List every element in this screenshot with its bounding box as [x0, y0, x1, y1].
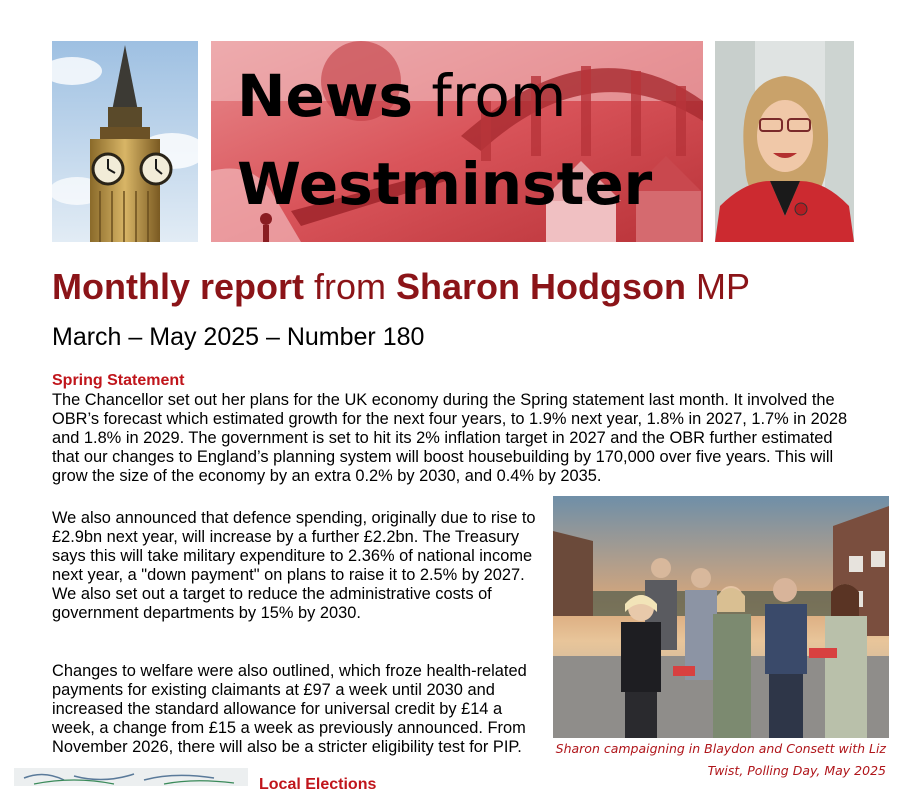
- report-title-name: Sharon Hodgson: [396, 266, 686, 307]
- spring-statement-paragraph-3: Changes to welfare were also outlined, which froze health-related payments for existing claimants at £97 a week until 2030 and increased the standard allowance for universal credit by £14 a week, a change from £15 a week as previously announced. From November 2026, there will also be a stricter eligibility test for PIP.: [52, 662, 527, 756]
- local-elections-heading: Local Elections: [259, 776, 377, 793]
- masthead-title-news: News: [237, 62, 413, 130]
- spring-statement-paragraph-1: The Chancellor set out her plans for the UK economy during the Spring statement last month. It involved the OBR’s forecast which estimated growth for the next four years, to 1.9% next year, 1.8% in 2027, 1.7% in 2028 and 1.8% in 2029. The government is set to hit its 2% inflation target in 2027 and the OBR further estimated that our changes to England’s planning system will boost housebuilding by 170,000 over five years. This will grow the size of the economy by an extra 0.2% by 2030, and 0.4% by 2035.: [52, 391, 848, 485]
- issue-line: March – May 2025 – Number 180: [52, 323, 425, 351]
- big-ben-photo: [52, 41, 198, 242]
- spring-statement-paragraph-2: We also announced that defence spending, originally due to rise to £2.9bn next year, will increase by a further £2.2bn. The Treasury says this will take military expenditure to 2.36% of national income next year, a "down payment" on plans to raise it to 2.5% by 2027. We also set out a target to reduce the administrative costs of government departments by 15% by 2030.: [52, 509, 536, 622]
- masthead-title-line1: [237, 62, 567, 130]
- report-title-from: from: [303, 266, 396, 307]
- signed-card-photo: [14, 768, 248, 786]
- masthead-title-westminster: Westminster: [237, 150, 653, 218]
- caption-line-1: Sharon campaigning in Blaydon and Consett with Liz: [555, 741, 886, 756]
- campaign-photo: [553, 496, 889, 738]
- mp-portrait-photo: [715, 41, 854, 242]
- caption-line-2: Twist, Polling Day, May 2025: [707, 763, 886, 778]
- report-title: [52, 266, 750, 308]
- report-title-monthly: Monthly report: [52, 266, 304, 307]
- spring-statement-heading: Spring Statement: [52, 372, 185, 389]
- masthead-collage: [211, 41, 703, 242]
- campaign-photo-caption: [540, 738, 886, 782]
- report-title-mp: MP: [686, 266, 751, 307]
- masthead-title-line2: [237, 150, 653, 218]
- masthead-title-from: from: [412, 62, 567, 130]
